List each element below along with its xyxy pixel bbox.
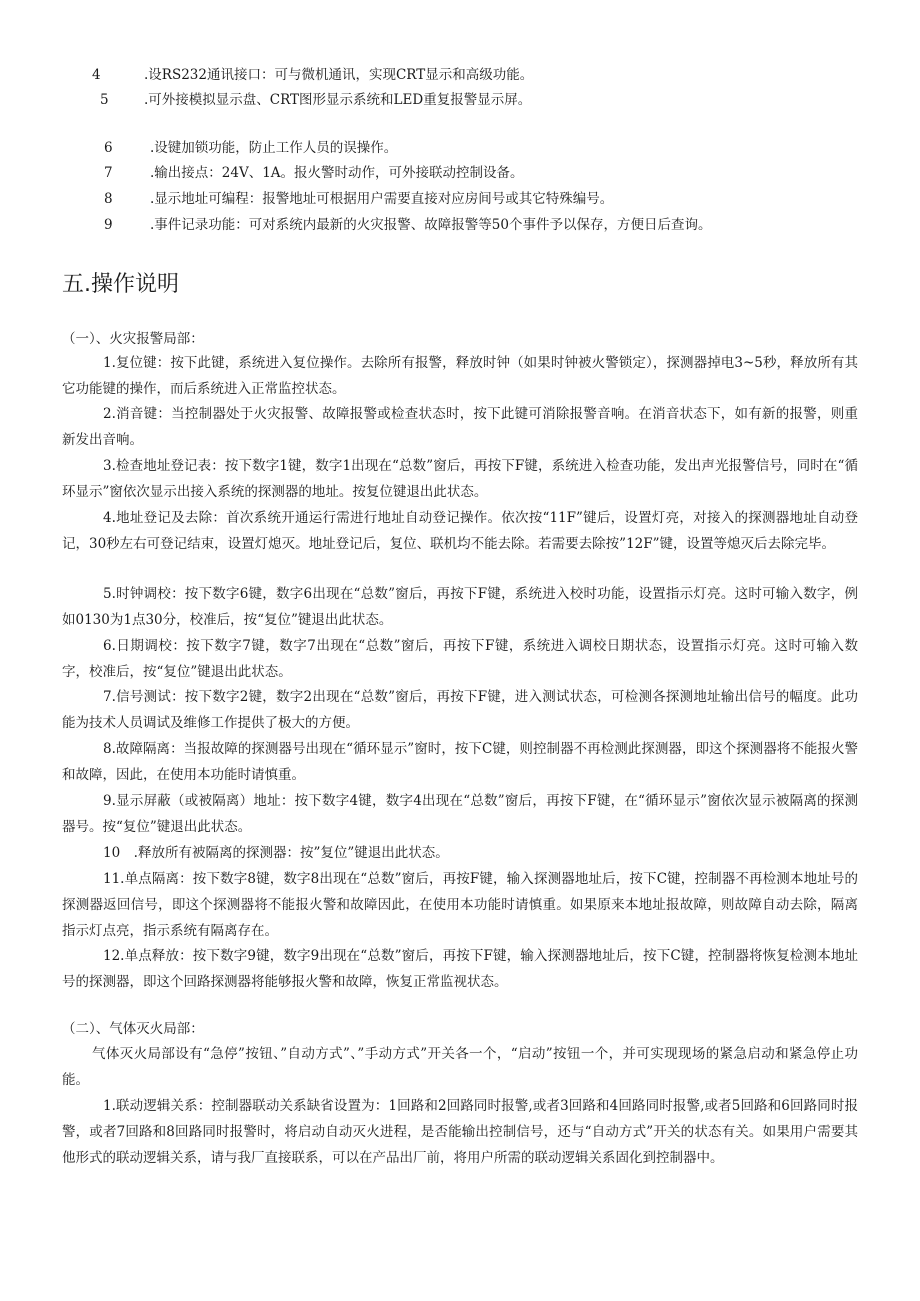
fire-item: 11.单点隔离：按下数字8键，数字8出现在“总数”窗后，再按F键，输入探测器地址后，按下C键，控制器不再检测本地址号的探测器返回信号，即这个探测器将不能报火警和故障因此，在使用本功能时请慎重。如果原来本地址报故障，则故障自动去除，隔离指示灯点亮，指示系统有隔离存在。 — [62, 871, 858, 939]
feature-number: 7 — [104, 165, 113, 181]
feature-text: .事件记录功能：可对系统内最新的火灾报警、故障报警等50个事件予以保存，方便日后查询。 — [150, 217, 712, 233]
fire-item: 6.日期调校：按下数字7键，数字7出现在“总数”窗后，再按下F键，系统进入调校日期状态，设置指示灯亮。这时可输入数字，校准后，按“复位”键退出此状态。 — [62, 638, 858, 680]
fire-item: 4.地址登记及去除：首次系统开通运行需进行地址自动登记操作。依次按“11F”键后，设置灯亮，对接入的探测器地址自动登记，30秒左右可登记结束，设置灯熄灭。地址登记后，复位、联机均不能去除。若需要去除按”12F”键，设置等熄灭后去除完毕。 — [62, 510, 858, 552]
feature-text: .显示地址可编程：报警地址可根据用户需要直接对应房间号或其它特殊编号。 — [150, 191, 614, 207]
fire-item: 1.复位键：按下此键，系统进入复位操作。去除所有报警，释放时钟（如果时钟被火警锁定），探测器掉电3~5秒，释放所有其它功能键的操作，而后系统进入正常监控状态。 — [62, 355, 858, 397]
fire-item: 2.消音键：当控制器处于火灾报警、故障报警或检查状态时，按下此键可消除报警音响。在消音状态下，如有新的报警，则重新发出音响。 — [62, 406, 858, 448]
feature-text: .可外接模拟显示盘、CRT图形显示系统和LED重复报警显示屏。 — [144, 92, 532, 108]
feature-number: 8 — [104, 191, 113, 207]
feature-number: 6 — [104, 140, 113, 156]
feature-text: .设RS232通讯接口：可与微机通讯，实现CRT显示和高级功能。 — [144, 67, 534, 83]
fire-item: 7.信号测试：按下数字2键，数字2出现在“总数”窗后，再按下F键，进入测试状态，可检测各探测地址输出信号的幅度。此功能为技术人员调试及维修工作提供了极大的方便。 — [62, 689, 858, 731]
fire-item: 5.时钟调校：按下数字6键，数字6出现在“总数”窗后，再按下F键，系统进入校时功能，设置指示灯亮。这时可输入数字，例如0130为1点30分，校准后，按“复位”键退出此状态。 — [62, 586, 858, 628]
fire-item: 10 .释放所有被隔离的探测器：按”复位”键退出此状态。 — [103, 845, 449, 861]
gas-intro: 气体灭火局部设有“急停”按钮、”自动方式”、”手动方式”开关各一个，“启动”按钮一个，并可实现现场的紧急启动和紧急停止功能。 — [62, 1046, 858, 1088]
fire-section-title: （一）、火灾报警局部： — [62, 331, 204, 347]
feature-number: 9 — [104, 217, 113, 233]
gas-item: 1.联动逻辑关系：控制器联动关系缺省设置为：1回路和2回路同时报警,或者3回路和4回路同时报警,或者5回路和6回路同时报警，或者7回路和8回路同时报警时，将启动自动灭火进程，是否能输出控制信号，还与“自动方式”开关的状态有关。如果用户需要其他形式的联动逻辑关系，请与我厂直接联系，可以在产品出厂前，将用户所需的联动逻辑关系固化到控制器中。 — [62, 1098, 858, 1166]
fire-item: 12.单点释放：按下数字9键，数字9出现在“总数”窗后，再按下F键，输入探测器地址后，按下C键，控制器将恢复检测本地址号的探测器，即这个回路探测器将能够报火警和故障，恢复正常监视状态。 — [62, 948, 858, 990]
feature-text: .输出接点：24V、1A。报火警时动作，可外接联动控制设备。 — [150, 165, 524, 181]
section-title: 五.操作说明 — [62, 272, 179, 297]
gas-section-title: （二）、气体灭火局部： — [62, 1021, 204, 1037]
feature-number: 4 — [92, 67, 101, 83]
feature-text: .设键加锁功能，防止工作人员的误操作。 — [150, 140, 398, 156]
feature-number: 5 — [100, 92, 109, 108]
fire-item: 8.故障隔离：当报故障的探测器号出现在“循环显示”窗时，按下C键，则控制器不再检测此探测器，即这个探测器将不能报火警和故障，因此，在使用本功能时请慎重。 — [62, 741, 858, 783]
fire-item: 9.显示屏蔽（或被隔离）地址：按下数字4键，数字4出现在“总数”窗后，再按下F键，在“循环显示”窗依次显示被隔离的探测器号。按“复位”键退出此状态。 — [62, 793, 858, 835]
fire-item: 3.检查地址登记表：按下数字1键，数字1出现在“总数”窗后，再按下F键，系统进入检查功能，发出声光报警信号，同时在“循环显示”窗依次显示出接入系统的探测器的地址。按复位键退出此状态。 — [62, 458, 858, 500]
